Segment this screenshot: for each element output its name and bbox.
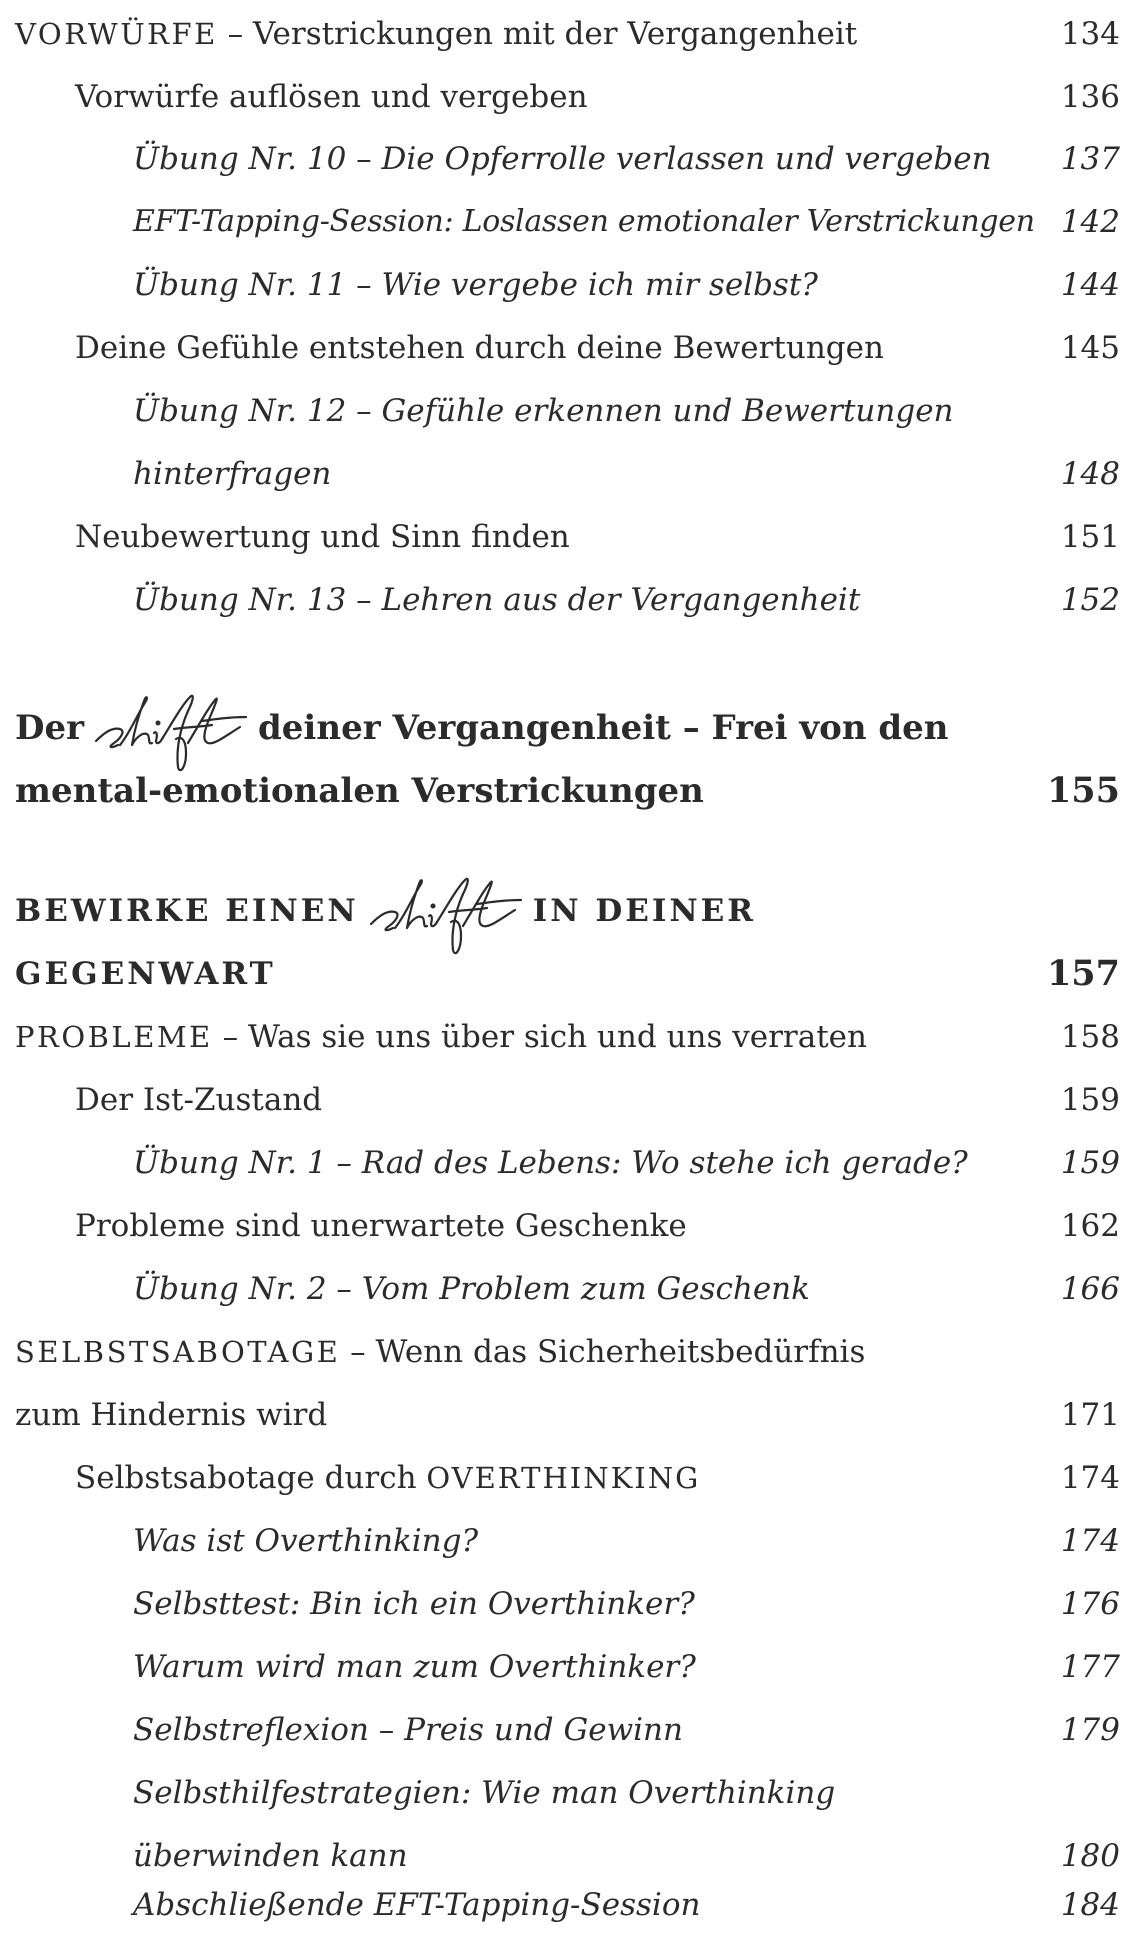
toc-entry-label: überwinden kann	[133, 1838, 408, 1874]
toc-entry-label: hinterfragen	[133, 456, 332, 492]
toc-page-number: 151	[1060, 519, 1120, 555]
part-heading-line1[interactable]	[0, 697, 1137, 759]
toc-entry-label: Der Ist-Zustand	[75, 1082, 323, 1118]
toc-entry[interactable]	[0, 1636, 1137, 1698]
chapter-caps-prefix: SELBSTSABOTAGE	[15, 1335, 341, 1369]
toc-page-number: 166	[1060, 1271, 1120, 1307]
toc-entry-label: Übung Nr. 1 – Rad des Lebens: Wo stehe ich gerade?	[133, 1145, 968, 1181]
toc-entry-label: Selbstreflexion – Preis und Gewinn	[133, 1712, 683, 1748]
chapter-caps-prefix: VORWÜRFE	[15, 17, 218, 51]
toc-entry-pre: Selbstsabotage durch	[75, 1460, 427, 1496]
toc-page-number: 177	[1060, 1649, 1120, 1685]
toc-entry-multiline-second[interactable]	[0, 443, 1137, 505]
chapter-caps-prefix: PROBLEME	[15, 1020, 213, 1054]
toc-page-number: 148	[1060, 456, 1120, 492]
toc-entry[interactable]	[0, 1447, 1137, 1509]
section-heading-label	[15, 880, 756, 944]
toc-entry-selbstsabotage[interactable]	[0, 1321, 1137, 1383]
toc-page-number: 171	[1060, 1397, 1120, 1433]
toc-entry[interactable]	[0, 1874, 1137, 1936]
toc-entry-label: Deine Gefühle entstehen durch deine Bewertungen	[75, 330, 884, 366]
toc-entry-label: Probleme sind unerwartete Geschenke	[75, 1208, 687, 1244]
toc-entry[interactable]	[0, 191, 1137, 253]
toc-entry-label	[15, 1321, 865, 1383]
toc-entry-label: Was ist Overthinking?	[133, 1523, 479, 1559]
toc-entry-label	[15, 1006, 867, 1068]
toc-entry[interactable]	[0, 1132, 1137, 1194]
toc-entry-caps: OVERTHINKING	[426, 1461, 701, 1495]
toc-page-number: 180	[1060, 1838, 1120, 1874]
toc-entry[interactable]	[0, 1069, 1137, 1131]
toc-page-number: 159	[1060, 1082, 1120, 1118]
toc-entry-label: Übung Nr. 11 – Wie vergebe ich mir selbst?	[133, 267, 818, 303]
shift-script-logo	[365, 882, 527, 944]
toc-entry-label	[15, 3, 857, 65]
toc-page-number: 145	[1060, 330, 1120, 366]
toc-entry-label: Übung Nr. 2 – Vom Problem zum Geschenk	[133, 1271, 810, 1307]
toc-entry-label: Selbsthilfestrategien: Wie man Overthinking	[133, 1775, 836, 1811]
toc-page-number: 174	[1060, 1523, 1120, 1559]
chapter-title-rest: – Verstrickungen mit der Vergangenheit	[217, 16, 858, 52]
part-heading-pre: Der	[15, 708, 85, 748]
section-heading-post: IN DEINER	[532, 893, 757, 929]
part-heading-label	[15, 697, 949, 761]
toc-entry-multiline-first[interactable]	[0, 380, 1137, 442]
toc-entry[interactable]	[0, 506, 1137, 568]
toc-entry-multiline-second[interactable]	[0, 1384, 1137, 1446]
toc-entry[interactable]	[0, 128, 1137, 190]
toc-page-number: 174	[1060, 1460, 1120, 1496]
chapter-title-rest: – Wenn das Sicherheitsbedürfnis	[340, 1334, 866, 1370]
toc-entry[interactable]	[0, 1699, 1137, 1761]
toc-entry[interactable]	[0, 569, 1137, 631]
chapter-title-rest: – Was sie uns über sich und uns verraten	[212, 1019, 867, 1055]
toc-entry[interactable]	[0, 1195, 1137, 1257]
toc-entry-label: Übung Nr. 10 – Die Opferrolle verlassen und vergeben	[133, 141, 992, 177]
toc-page-number: 184	[1060, 1887, 1120, 1923]
toc-entry-label: Übung Nr. 13 – Lehren aus der Vergangenheit	[133, 582, 861, 618]
section-heading-label: GEGENWART	[15, 956, 276, 992]
toc-entry-label: Übung Nr. 12 – Gefühle erkennen und Bewertungen	[133, 393, 954, 429]
toc-entry-label: EFT-Tapping-Session: Loslassen emotionaler Verstrickungen	[133, 204, 1035, 239]
toc-entry[interactable]	[0, 254, 1137, 316]
toc-entry-label	[75, 1447, 700, 1509]
toc-entry-probleme[interactable]	[0, 1006, 1137, 1068]
toc-page-number: 157	[1046, 953, 1120, 994]
part-heading-line2[interactable]	[0, 760, 1137, 822]
toc-entry-label: zum Hindernis wird	[15, 1397, 328, 1433]
toc-entry-label: Neubewertung und Sinn finden	[75, 519, 570, 555]
toc-page-number: 137	[1060, 141, 1120, 177]
toc-page-number: 152	[1060, 582, 1120, 618]
toc-page-number: 162	[1060, 1208, 1120, 1244]
toc-entry[interactable]	[0, 1573, 1137, 1635]
toc-entry-label: Selbsttest: Bin ich ein Overthinker?	[133, 1586, 695, 1622]
toc-entry[interactable]	[0, 66, 1137, 128]
toc-entry[interactable]	[0, 317, 1137, 379]
toc-entry-label: Vorwürfe auflösen und vergeben	[75, 79, 588, 115]
shift-script-logo	[90, 699, 252, 761]
toc-entry-label: Abschließende EFT-Tapping-Session	[133, 1887, 701, 1923]
toc-page-number: 136	[1060, 79, 1120, 115]
toc-page-number: 176	[1060, 1586, 1120, 1622]
section-heading-line1[interactable]	[0, 880, 1137, 942]
toc-page-number: 144	[1060, 267, 1120, 303]
toc-entry-vorwuerfe[interactable]	[0, 3, 1137, 65]
toc-entry[interactable]	[0, 1258, 1137, 1320]
section-heading-line2[interactable]	[0, 943, 1137, 1005]
part-heading-post: deiner Vergangenheit – Frei von den	[258, 708, 949, 748]
toc-page-number: 158	[1060, 1019, 1120, 1055]
toc-page-number: 155	[1046, 770, 1120, 811]
toc-entry[interactable]	[0, 1510, 1137, 1572]
toc-page-number: 159	[1060, 1145, 1120, 1181]
toc-page-number: 142	[1060, 204, 1120, 240]
toc-entry-multiline-first[interactable]	[0, 1762, 1137, 1824]
part-heading-label: mental-emotionalen Verstrickungen	[15, 771, 704, 811]
toc-page-number: 179	[1060, 1712, 1120, 1748]
section-heading-pre: BEWIRKE EINEN	[15, 893, 359, 929]
toc-page-number: 134	[1060, 16, 1120, 52]
toc-entry-label: Warum wird man zum Overthinker?	[133, 1649, 696, 1685]
